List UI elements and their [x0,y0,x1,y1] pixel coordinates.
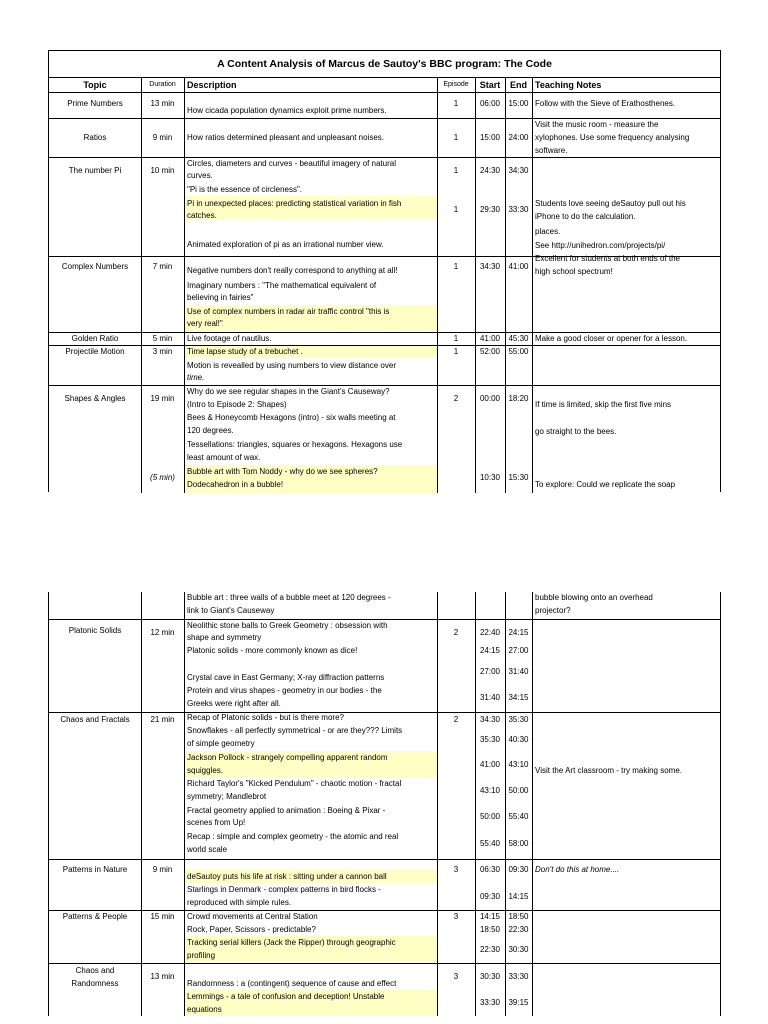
start-cell: 35:30 [479,735,501,744]
row-divider [49,963,720,964]
description-line: Bubble art with Tom Noddy - why do we see spheres? [187,467,378,476]
description-line: Platonic solids - more commonly known as dice! [187,646,358,655]
start-cell: 18:50 [479,925,501,934]
description-line: Bubble art : three walls of a bubble meet at 120 degrees - [187,593,391,602]
description-line: Protein and virus shapes - geometry in our bodies - the [187,686,382,695]
episode-cell: 3 [453,865,459,874]
duration-cell: 15 min [150,912,175,921]
episode-cell: 3 [453,912,459,921]
end-cell: 39:15 [508,998,529,1007]
episode-cell: 1 [453,205,459,214]
description-line: time. [187,373,205,382]
note-line: Don't do this at home.... [535,865,620,874]
start-cell: 43:10 [479,786,501,795]
end-cell: 43:10 [508,760,529,769]
start-cell: 06:00 [479,99,501,108]
row-divider [49,92,720,93]
start-cell: 50:00 [479,812,501,821]
table-page-2 [48,592,721,1016]
description-line: reproduced with simple rules. [187,898,292,907]
start-cell: 34:30 [479,262,501,271]
end-cell: 30:30 [508,945,529,954]
start-cell: 22:30 [479,945,501,954]
header-end: End [510,80,527,90]
episode-cell: 2 [453,628,459,637]
description-line: Crystal cave in East Germany; X-ray diffraction patterns [187,673,385,682]
description-line: link to Giant's Causeway [187,606,275,615]
description-line: believing in fairies" [187,293,254,302]
description-line: Starlings in Denmark - complex patterns in bird flocks - [187,885,381,894]
duration-cell: 10 min [150,166,175,175]
end-cell: 22:30 [508,925,529,934]
description-line: Live footage of nautilus. [187,334,272,343]
note-line: Visit the music room - measure the [535,120,659,129]
col-divider [532,592,533,1016]
note-line: Students love seeing deSautoy pull out his [535,199,686,208]
duration-cell: 21 min [150,715,175,724]
topic-cell: Golden Ratio [71,334,119,343]
description-line: shape and symmetry [187,633,262,642]
topic-cell: Projectile Motion [65,347,125,356]
note-line: Excellent for students at both ends of the [535,254,680,263]
episode-cell: 2 [453,715,459,724]
end-cell: 45:30 [508,334,529,343]
topic-cell: Platonic Solids [68,626,122,635]
start-cell: 33:30 [479,998,501,1007]
description-line: Lemmings - a tale of confusion and deception! Unstable [187,992,385,1001]
start-cell: 55:40 [479,839,501,848]
header-duration: Duration [149,81,176,88]
end-cell: 24:00 [508,133,529,142]
end-cell: 34:30 [508,166,529,175]
start-cell: 09:30 [479,892,501,901]
note-line: Visit the Art classroom - try making some. [535,766,683,775]
description-line: Motion is revealled by using numbers to view distance over [187,361,396,370]
topic-cell: Randomness [71,979,119,988]
duration-cell: (5 min) [150,473,175,482]
duration-cell: 13 min [150,972,175,981]
note-line: high school spectrum! [535,267,613,276]
description-line: catches. [187,211,217,220]
start-cell: 41:00 [479,760,501,769]
description-line: scenes from Up! [187,818,246,827]
end-cell: 35:30 [508,715,529,724]
col-divider [532,77,533,493]
description-line: (Intro to Episode 2: Shapes) [187,400,287,409]
note-line: projector? [535,606,571,615]
description-line: of simple geometry [187,739,255,748]
description-line: Rock, Paper, Scissors - predictable? [187,925,316,934]
description-line: Bees & Honeycomb Hexagons (intro) - six walls meeting at [187,413,396,422]
description-line: deSautoy puts his life at risk : sitting under a cannon ball [187,872,387,881]
end-cell: 33:30 [508,972,529,981]
description-line: Animated exploration of pi as an irrational number view. [187,240,384,249]
start-cell: 10:30 [479,473,501,482]
note-line: Follow with the Sieve of Erathosthenes. [535,99,676,108]
start-cell: 24:15 [479,646,501,655]
duration-cell: 12 min [150,628,175,637]
col-divider [141,592,142,1016]
description-line: squiggles. [187,766,224,775]
topic-cell: Complex Numbers [61,262,129,271]
note-line: places. [535,227,561,236]
description-line: Dodecahedron in a bubble! [187,480,284,489]
note-line: Make a good closer or opener for a lesson. [535,334,688,343]
episode-cell: 2 [453,394,459,403]
description-line: world scale [187,845,228,854]
note-line: xylophones. Use some frequency analysing [535,133,690,142]
start-cell: 34:30 [479,715,501,724]
note-line: go straight to the bees. [535,427,617,436]
start-cell: 29:30 [479,205,501,214]
note-line: If time is limited, skip the first five mins [535,400,672,409]
duration-cell: 9 min [152,865,173,874]
row-divider [49,859,720,860]
episode-cell: 1 [453,99,459,108]
end-cell: 18:50 [508,912,529,921]
description-line: equations [187,1005,222,1014]
start-cell: 00:00 [479,394,501,403]
topic-cell: Prime Numbers [67,99,123,108]
description-line: 120 degrees. [187,426,234,435]
description-line: Recap of Platonic solids - but is there more? [187,713,344,722]
topic-cell: Chaos and [75,966,115,975]
duration-cell: 5 min [152,334,173,343]
end-cell: 15:30 [508,473,529,482]
header-start: Start [479,80,501,90]
row-divider [49,712,720,713]
description-line: How cicada population dynamics exploit prime numbers. [187,106,387,115]
topic-cell: Shapes & Angles [64,394,126,403]
description-line: Circles, diameters and curves - beautiful imagery of natural [187,159,396,168]
description-line: least amount of wax. [187,453,261,462]
end-cell: 40:30 [508,735,529,744]
end-cell: 58:00 [508,839,529,848]
end-cell: 34:15 [508,693,529,702]
topic-cell: Chaos and Fractals [60,715,130,724]
end-cell: 41:00 [508,262,529,271]
header-teaching-notes: Teaching Notes [535,80,602,90]
description-line: Richard Taylor's "Kicked Pendulum" - chaotic motion - fractal [187,779,402,788]
header-topic: Topic [83,80,107,90]
description-line: curves. [187,171,213,180]
episode-cell: 1 [453,262,459,271]
episode-cell: 1 [453,334,459,343]
duration-cell: 13 min [150,99,175,108]
description-line: Crowd movements at Central Station [187,912,318,921]
note-line: See http://unihedron.com/projects/pi/ [535,241,666,250]
description-line: Snowflakes - all perfectly symmetrical - or are they??? Limits [187,726,403,735]
note-line: software. [535,146,568,155]
end-cell: 55:40 [508,812,529,821]
start-cell: 52:00 [479,347,501,356]
end-cell: 24:15 [508,628,529,637]
description-line: Jackson Pollock - strangely compelling apparent random [187,753,388,762]
start-cell: 22:40 [479,628,501,637]
description-line: Why do we see regular shapes in the Giant's Causeway? [187,387,390,396]
end-cell: 33:30 [508,205,529,214]
end-cell: 31:40 [508,667,529,676]
end-cell: 55:00 [508,347,529,356]
description-line: profiling [187,951,216,960]
episode-cell: 1 [453,166,459,175]
description-line: Use of complex numbers in radar air traffic control "this is [187,307,390,316]
description-line: Pi in unexpected places: predicting statistical variation in fish [187,199,402,208]
duration-cell: 9 min [152,133,173,142]
topic-cell: Ratios [83,133,107,142]
start-cell: 14:15 [479,912,501,921]
note-line: To explore: Could we replicate the soap [535,480,676,489]
table-page-1 [48,50,721,492]
description-line: symmetry; Mandlebrot [187,792,267,801]
start-cell: 06:30 [479,865,501,874]
start-cell: 31:40 [479,693,501,702]
description-line: Fractal geometry applied to animation : Boeing & Pixar - [187,806,386,815]
start-cell: 30:30 [479,972,501,981]
header-episode: Episode [443,81,469,88]
description-line: Time lapse study of a trebuchet . [187,347,303,356]
topic-cell: Patterns in Nature [62,865,128,874]
description-line: Recap : simple and complex geometry - the atomic and real [187,832,399,841]
description-line: very real!" [187,319,223,328]
start-cell: 15:00 [479,133,501,142]
start-cell: 24:30 [479,166,501,175]
description-line: Imaginary numbers : "The mathematical equivalent of [187,281,377,290]
note-line: iPhone to do the calculation. [535,212,636,221]
description-line: Greeks were right after all. [187,699,281,708]
description-line: "Pi is the essence of circleness". [187,185,303,194]
end-cell: 09:30 [508,865,529,874]
description-line: Tessellations: triangles, squares or hexagons. Hexagons use [187,440,403,449]
description-line: How ratios determined pleasant and unpleasant noises. [187,133,385,142]
description-line: Tracking serial killers (Jack the Ripper) through geographic [187,938,396,947]
topic-cell: The number Pi [68,166,122,175]
col-divider [184,77,185,493]
page-title: A Content Analysis of Marcus de Sautoy's BBC program: The Code [49,51,720,78]
duration-cell: 19 min [150,394,175,403]
end-cell: 50:00 [508,786,529,795]
header-description: Description [187,80,237,90]
description-line: Negative numbers don't really correspond to anything at all! [187,266,398,275]
duration-cell: 3 min [152,347,173,356]
end-cell: 15:00 [508,99,529,108]
description-line: Randomness : a (contingent) sequence of cause and effect [187,979,397,988]
episode-cell: 1 [453,133,459,142]
end-cell: 27:00 [508,646,529,655]
topic-cell: Patterns & People [62,912,128,921]
start-cell: 41:00 [479,334,501,343]
end-cell: 18:20 [508,394,529,403]
note-line: bubble blowing onto an overhead [535,593,653,602]
end-cell: 14:15 [508,892,529,901]
duration-cell: 7 min [152,262,173,271]
episode-cell: 3 [453,972,459,981]
description-line: Neolithic stone balls to Greek Geometry : obsession with [187,621,388,630]
episode-cell: 1 [453,347,459,356]
col-divider [437,592,438,1016]
start-cell: 27:00 [479,667,501,676]
